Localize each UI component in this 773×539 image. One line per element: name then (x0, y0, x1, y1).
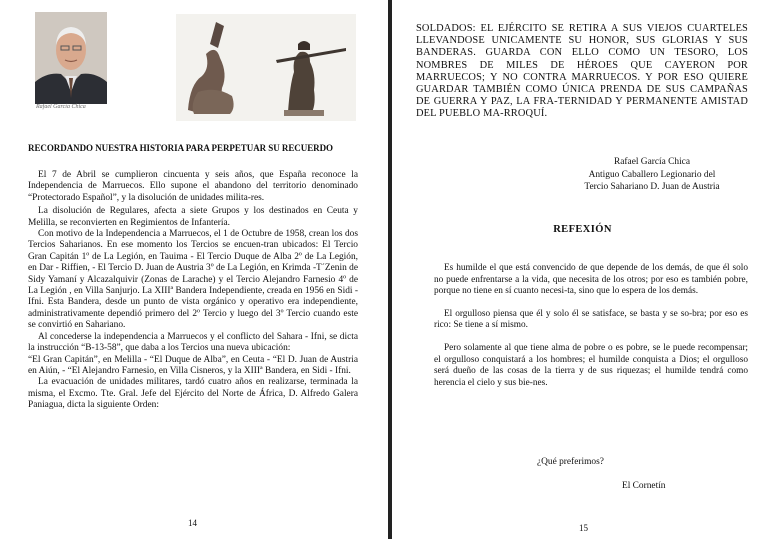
reflection-paragraph-2: El orgulloso piensa que él y solo él se satisface, se basta y se so-bra; por eso es rico: Se tiene a sí mismo. (434, 308, 748, 331)
author-portrait-photo (35, 12, 107, 104)
right-page (392, 0, 773, 539)
legionnaire-statues-photo (176, 14, 356, 121)
signature-block (567, 156, 737, 194)
paragraph-1: El 7 de Abril se cumplieron cincuenta y seis años, que España reconoce la Independencia de Marruecos. Ello supone el abandono del territorio denominado “Protectorado Español”, y la disolución de unidades milita-res. (28, 170, 358, 203)
signature-line-3: Tercio Sahariano D. Juan de Austria (584, 182, 720, 193)
article-author: El Cornetín (622, 481, 666, 491)
reflection-body (434, 263, 748, 400)
general-order-text: SOLDADOS: EL EJÉRCITO SE RETIRA A SUS VIEJOS CUARTELES LLEVANDOSE UNICAMENTE SU HONOR, SUS GLORIAS Y SUS BANDERAS. GUARDA CON ELLO COMO UN TESORO, LOS NOMBRES DE MILES DE HÉROES QUE CAYERON POR MARRUECOS; Y NO CONTRA MARRUECOS. Y POR ESO QUIERE GUARDAR TAMBIÉN COMO ÚNICA PRENDA DE SUS CAMPAÑAS DE GUERRA Y PAZ, LA FRA-TERNIDAD Y PERMANENTE AMISTAD DEL PUEBLO MA-RROQUÍ. (416, 23, 748, 120)
paragraph-5: “El Gran Capitán”, en Melilla - “El Duque de Alba”, en Ceuta - “El D. Juan de Austria en Aiún, - “El Alejandro Farnesio, en Villa Cisneros, y la XIIIª Bandera, en Sidi - Ifni. (28, 354, 358, 376)
reflection-paragraph-3: Pero solamente al que tiene alma de pobre o es pobre, se le puede recompensar; el orgulloso conquistará a los hombres; el humilde conquista a Dios; el orgulloso será dueño de las cosas de la tierra y de sus riquezas; el humilde tendrá como herencia el cielo y sus bie-nes. (434, 342, 748, 388)
paragraph-3: Con motivo de la Independencia a Marruecos, el 1 de Octubre de 1958, crean los dos Tercios Saharianos. En ese momento los Tercios se encuen-tran ubicados: El Tercio Gran Capitán 1º de La Legión, en Tauima - El Tercio Duque de Alba 2º de La Legión, en Dar - Riffien, - El Tercio D. Juan de Austria 3º de La Legión, en Krimda -T´Zenin de Sidy Yamaní y Alcazalquivir (Zonas de Larache) y el Tercio Alejandro Farnesio 4º de La Legión , en Villa Sanjurjo. La XIIIª Bandera Independiente, creada en 1956 en Sidi - Ifni. Esta Bandera, desde un punto de vista orgánico y operativo era independiente, administrativamente dependió primero del 2º Tercio y luego del 3º Tercio cuando este se convirtió en Sahariano. (28, 229, 358, 331)
signature-name: Rafael García Chica (614, 157, 690, 167)
section-title: REFEXIÓN (553, 224, 612, 235)
signature-line-2: Antiguo Caballero Legionario del (588, 169, 716, 180)
article-heading: RECORDANDO NUESTRA HISTORIA PARA PERPETUAR SU RECUERDO (28, 143, 334, 153)
paragraph-6: La evacuación de unidades militares, tardó cuatro años en realizarse, terminada la misma, el Excmo. Tte. Gral. Jefe del Ejército del Norte de África, D. Alfredo Galera Paniagua, dicta la siguiente Orden: (28, 377, 358, 411)
closing-question: ¿Qué preferimos? (537, 457, 604, 467)
article-body (28, 170, 358, 412)
page-number: 15 (579, 523, 588, 533)
photo-caption: Rafael García Chica (36, 104, 86, 110)
reflection-paragraph-1: Es humilde el que está convencido de que depende de los demás, de que él solo no puede enfrentarse a la vida, que necesita de los otros; por eso es también pobre, porque no tiene en sí cuanto necesi-ta, sino que lo espera de los demás. (434, 263, 748, 297)
paragraph-4: Al concederse la independencia a Marruecos y el conflicto del Sahara - Ifni, se dicta la instrucción “B-13-58”, que daba a los Tercios una nueva ubicación: (28, 331, 358, 354)
paragraph-2: La disolución de Regulares, afecta a siete Grupos y los destinados en Ceuta y Melilla, se reconvierten en Regimientos de Infantería. (28, 206, 358, 228)
page-number: 14 (188, 518, 197, 528)
